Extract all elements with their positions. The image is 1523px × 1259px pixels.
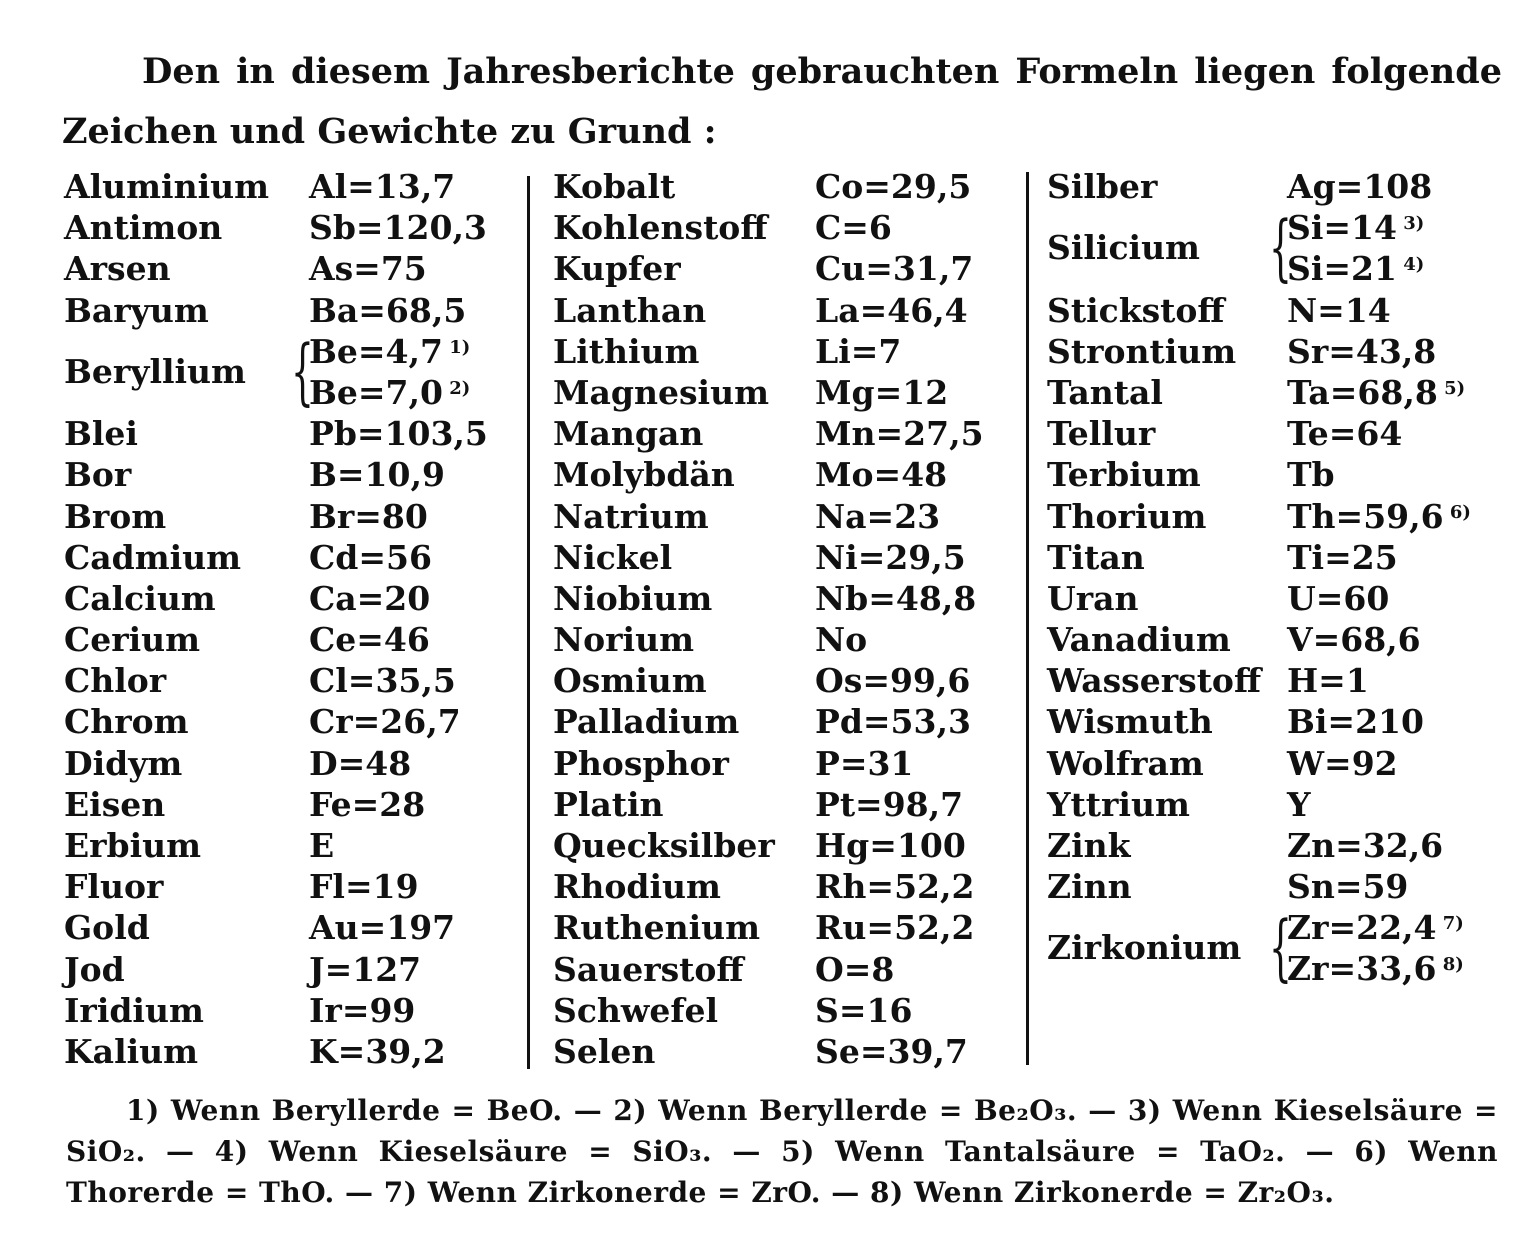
element-row bbox=[64, 328, 514, 413]
element-weight: Br=80 bbox=[309, 496, 428, 536]
element-weight: Cu=31,7 bbox=[815, 249, 974, 289]
element-name: Wismuth bbox=[1047, 702, 1213, 742]
element-weight: E bbox=[309, 826, 335, 866]
column-divider bbox=[527, 176, 530, 1069]
element-row bbox=[64, 660, 514, 701]
element-row bbox=[64, 743, 514, 784]
element-weight: Bi=210 bbox=[1287, 702, 1424, 742]
element-weight: H=1 bbox=[1287, 661, 1369, 701]
element-row bbox=[1047, 207, 1507, 289]
element-weight: C=6 bbox=[815, 208, 892, 248]
element-row bbox=[553, 743, 1003, 784]
element-name: Silicium bbox=[1047, 228, 1200, 268]
element-column-3 bbox=[1047, 166, 1507, 990]
element-row bbox=[553, 413, 1003, 454]
element-name: Chlor bbox=[64, 661, 167, 701]
element-weight: Te=64 bbox=[1287, 414, 1403, 454]
element-weight: Fe=28 bbox=[309, 784, 426, 824]
element-name: Brom bbox=[64, 496, 167, 536]
element-weight: Ir=99 bbox=[309, 990, 416, 1030]
element-name: Kalium bbox=[64, 1031, 199, 1071]
element-weight: Ru=52,2 bbox=[815, 908, 975, 948]
element-row bbox=[64, 701, 514, 742]
element-name: Aluminium bbox=[64, 167, 270, 206]
footnote-marker: 4) bbox=[1396, 254, 1425, 276]
element-column-2 bbox=[553, 166, 1003, 1072]
element-row bbox=[64, 413, 514, 454]
footnote-marker: 1) bbox=[442, 336, 471, 358]
element-weight: No bbox=[815, 620, 868, 660]
element-weight: La=46,4 bbox=[815, 290, 968, 330]
element-name: Arsen bbox=[64, 249, 171, 289]
element-name: Zirkonium bbox=[1047, 928, 1242, 968]
element-row bbox=[64, 907, 514, 948]
element-row bbox=[64, 537, 514, 578]
footnote-marker: 8) bbox=[1436, 954, 1464, 976]
element-weight: Rh=52,2 bbox=[815, 867, 975, 907]
element-name: Vanadium bbox=[1047, 620, 1231, 660]
element-row bbox=[553, 331, 1003, 372]
element-weight: Ti=25 bbox=[1287, 537, 1398, 577]
element-weight: Au=197 bbox=[309, 908, 456, 948]
element-weight: Y bbox=[1287, 784, 1311, 824]
element-weight: S=16 bbox=[815, 990, 913, 1030]
element-row bbox=[553, 619, 1003, 660]
element-weight: U=60 bbox=[1287, 578, 1390, 618]
element-row bbox=[1047, 290, 1507, 331]
element-weight: Li=7 bbox=[815, 331, 902, 371]
element-weight: Pt=98,7 bbox=[815, 784, 964, 824]
element-row bbox=[1047, 578, 1507, 619]
element-row bbox=[553, 454, 1003, 495]
footnotes: 1) Wenn Beryllerde = BeO. — 2) Wenn Beryllerde = Be₂O₃. — 3) Wenn Kieselsäure = SiO₂. — 4) Wenn Kieselsäure = SiO₃. — 5) Wenn Tantalsäure = TaO₂. — 6) Wenn Thorerde = ThO. — 7) Wenn Zirkonerde = ZrO. — 8) Wenn Zirkonerde = Zr₂O₃. bbox=[66, 1094, 1498, 1209]
element-row bbox=[553, 1031, 1003, 1072]
element-name: Silber bbox=[1047, 167, 1158, 206]
element-name: Fluor bbox=[64, 867, 164, 907]
element-weight: Si=21 $^{4)}$ bbox=[1287, 249, 1425, 289]
element-name: Nickel bbox=[553, 537, 673, 577]
element-row bbox=[553, 784, 1003, 825]
element-row bbox=[64, 949, 514, 990]
element-row bbox=[553, 537, 1003, 578]
element-name: Chrom bbox=[64, 702, 189, 742]
element-row bbox=[553, 949, 1003, 990]
element-name: Rhodium bbox=[553, 867, 721, 907]
element-weight: Os=99,6 bbox=[815, 661, 971, 701]
element-row bbox=[1047, 866, 1507, 907]
element-row bbox=[1047, 743, 1507, 784]
element-weight: O=8 bbox=[815, 949, 895, 989]
footnote-marker: 3) bbox=[1396, 213, 1425, 235]
element-weight: Mn=27,5 bbox=[815, 414, 984, 454]
element-name: Terbium bbox=[1047, 455, 1201, 495]
element-row bbox=[1047, 701, 1507, 742]
element-row bbox=[1047, 372, 1507, 413]
element-name: Baryum bbox=[64, 290, 209, 330]
element-weight: Ca=20 bbox=[309, 578, 431, 618]
element-column-1 bbox=[64, 166, 514, 1072]
element-name: Osmium bbox=[553, 661, 707, 701]
element-row bbox=[553, 866, 1003, 907]
element-name: Kohlenstoff bbox=[553, 208, 768, 248]
element-row bbox=[553, 990, 1003, 1031]
brace-icon: { bbox=[1269, 905, 1292, 990]
element-weight: Be=7,0 $^{2)}$ bbox=[309, 372, 471, 412]
element-row bbox=[64, 619, 514, 660]
element-row bbox=[553, 660, 1003, 701]
intro-paragraph: Den in diesem Jahresberichte gebrauchten Formeln liegen folgende Zeichen und Gewichte zu Grund : bbox=[62, 51, 1502, 152]
element-row bbox=[64, 990, 514, 1031]
element-name: Norium bbox=[553, 620, 695, 660]
element-name: Gold bbox=[64, 908, 150, 948]
element-row bbox=[553, 496, 1003, 537]
element-name: Cadmium bbox=[64, 537, 242, 577]
element-row bbox=[1047, 166, 1507, 207]
element-row bbox=[553, 290, 1003, 331]
element-weight: Pd=53,3 bbox=[815, 702, 971, 742]
element-row bbox=[1047, 784, 1507, 825]
element-row bbox=[64, 825, 514, 866]
footnote-marker: 6) bbox=[1443, 501, 1471, 523]
element-row bbox=[1047, 660, 1507, 701]
element-weight: V=68,6 bbox=[1287, 620, 1421, 660]
element-weight: Fl=19 bbox=[309, 867, 419, 907]
element-weight: Ce=46 bbox=[309, 620, 430, 660]
element-weight: Zn=32,6 bbox=[1287, 826, 1444, 866]
element-name: Kobalt bbox=[553, 167, 676, 206]
element-name: Titan bbox=[1047, 537, 1145, 577]
element-weight: Cr=26,7 bbox=[309, 702, 461, 742]
element-weight: Ta=68,8 $^{5)}$ bbox=[1287, 372, 1466, 412]
element-row bbox=[553, 701, 1003, 742]
element-name: Molybdän bbox=[553, 455, 735, 495]
element-weight: Hg=100 bbox=[815, 826, 966, 865]
element-name: Antimon bbox=[64, 208, 223, 248]
element-name: Wasserstoff bbox=[1047, 661, 1262, 701]
element-name: Lithium bbox=[553, 331, 700, 371]
element-row bbox=[1047, 331, 1507, 372]
element-weight: K=39,2 bbox=[309, 1031, 446, 1071]
element-name: Beryllium bbox=[64, 351, 246, 391]
element-weight: Mo=48 bbox=[815, 455, 948, 495]
element-name: Natrium bbox=[553, 496, 709, 536]
element-name: Jod bbox=[64, 949, 125, 989]
element-weight: Ba=68,5 bbox=[309, 290, 467, 330]
element-name: Mangan bbox=[553, 414, 704, 454]
element-weight: Th=59,6 $^{6)}$ bbox=[1287, 496, 1471, 536]
element-row bbox=[553, 372, 1003, 413]
element-weight: W=92 bbox=[1287, 743, 1398, 783]
element-name: Niobium bbox=[553, 578, 713, 618]
element-weight: B=10,9 bbox=[309, 455, 445, 495]
element-name: Cerium bbox=[64, 620, 201, 660]
brace-icon: { bbox=[291, 328, 314, 413]
element-weight: Nb=48,8 bbox=[815, 578, 977, 618]
element-row bbox=[64, 290, 514, 331]
element-row bbox=[553, 207, 1003, 248]
element-name: Uran bbox=[1047, 578, 1139, 618]
element-name: Eisen bbox=[64, 784, 166, 824]
element-name: Strontium bbox=[1047, 331, 1237, 371]
element-weight: Sb=120,3 bbox=[309, 208, 487, 248]
element-weight: Tb bbox=[1287, 455, 1335, 495]
element-row bbox=[1047, 496, 1507, 537]
element-row bbox=[1047, 537, 1507, 578]
element-name: Tantal bbox=[1047, 372, 1163, 412]
element-weight: Co=29,5 bbox=[815, 167, 972, 206]
element-name: Sauerstoff bbox=[553, 949, 744, 989]
element-name: Quecksilber bbox=[553, 826, 775, 865]
element-weight: Ag=108 bbox=[1287, 167, 1433, 206]
element-row bbox=[64, 166, 514, 207]
element-weight: Se=39,7 bbox=[815, 1031, 968, 1071]
element-weight: Cd=56 bbox=[309, 537, 432, 577]
element-weight: Mg=12 bbox=[815, 372, 949, 412]
element-weight: J=127 bbox=[309, 949, 422, 989]
element-weight: Sr=43,8 bbox=[1287, 331, 1437, 371]
element-name: Calcium bbox=[64, 578, 216, 618]
element-weight: Pb=103,5 bbox=[309, 414, 488, 454]
element-weight: D=48 bbox=[309, 743, 412, 783]
element-name: Zink bbox=[1047, 826, 1131, 866]
element-name: Wolfram bbox=[1047, 743, 1204, 783]
element-row bbox=[553, 166, 1003, 207]
element-name: Schwefel bbox=[553, 990, 719, 1030]
column-divider bbox=[1026, 172, 1029, 1065]
element-weight: Sn=59 bbox=[1287, 867, 1409, 907]
element-name: Kupfer bbox=[553, 249, 681, 289]
element-name: Erbium bbox=[64, 826, 202, 866]
element-row bbox=[64, 496, 514, 537]
element-name: Phosphor bbox=[553, 743, 729, 783]
element-name: Bor bbox=[64, 455, 132, 495]
element-row bbox=[64, 1031, 514, 1072]
element-name: Zinn bbox=[1047, 867, 1132, 907]
element-weight: P=31 bbox=[815, 743, 914, 783]
element-name: Thorium bbox=[1047, 496, 1207, 536]
element-name: Yttrium bbox=[1047, 784, 1190, 824]
element-weight: Na=23 bbox=[815, 496, 941, 536]
element-name: Platin bbox=[553, 784, 664, 824]
element-name: Selen bbox=[553, 1031, 656, 1071]
element-row bbox=[1047, 907, 1507, 989]
element-name: Didym bbox=[64, 743, 183, 783]
element-row bbox=[1047, 619, 1507, 660]
element-weight: Al=13,7 bbox=[309, 167, 456, 206]
footnote-marker: 5) bbox=[1437, 377, 1466, 399]
element-row bbox=[64, 207, 514, 248]
element-weight: Cl=35,5 bbox=[309, 661, 456, 701]
element-row bbox=[64, 578, 514, 619]
element-row bbox=[1047, 454, 1507, 495]
element-name: Blei bbox=[64, 414, 138, 454]
element-weight: Ni=29,5 bbox=[815, 537, 966, 577]
element-row bbox=[553, 578, 1003, 619]
element-row bbox=[553, 248, 1003, 289]
footnote-marker: 2) bbox=[442, 377, 471, 399]
footnote-marker: 7) bbox=[1436, 913, 1464, 935]
element-row bbox=[1047, 413, 1507, 454]
element-name: Tellur bbox=[1047, 414, 1156, 454]
element-name: Palladium bbox=[553, 702, 740, 742]
brace-icon: { bbox=[1269, 205, 1292, 290]
element-weight: Zr=33,6 $^{8)}$ bbox=[1287, 949, 1464, 989]
element-row bbox=[553, 907, 1003, 948]
element-name: Ruthenium bbox=[553, 908, 761, 948]
element-row bbox=[64, 248, 514, 289]
element-name: Stickstoff bbox=[1047, 290, 1225, 330]
element-name: Lanthan bbox=[553, 290, 707, 330]
element-name: Iridium bbox=[64, 990, 204, 1030]
element-weight: Be=4,7 $^{1)}$ bbox=[309, 331, 471, 371]
element-row bbox=[553, 825, 1003, 866]
element-row bbox=[64, 784, 514, 825]
element-row bbox=[64, 866, 514, 907]
element-weight: Zr=22,4 $^{7)}$ bbox=[1287, 908, 1464, 948]
element-name: Magnesium bbox=[553, 372, 769, 412]
element-weight: As=75 bbox=[309, 249, 427, 289]
element-weight: N=14 bbox=[1287, 290, 1391, 330]
element-weight: Si=14 $^{3)}$ bbox=[1287, 208, 1425, 248]
element-row bbox=[64, 454, 514, 495]
element-row bbox=[1047, 825, 1507, 866]
